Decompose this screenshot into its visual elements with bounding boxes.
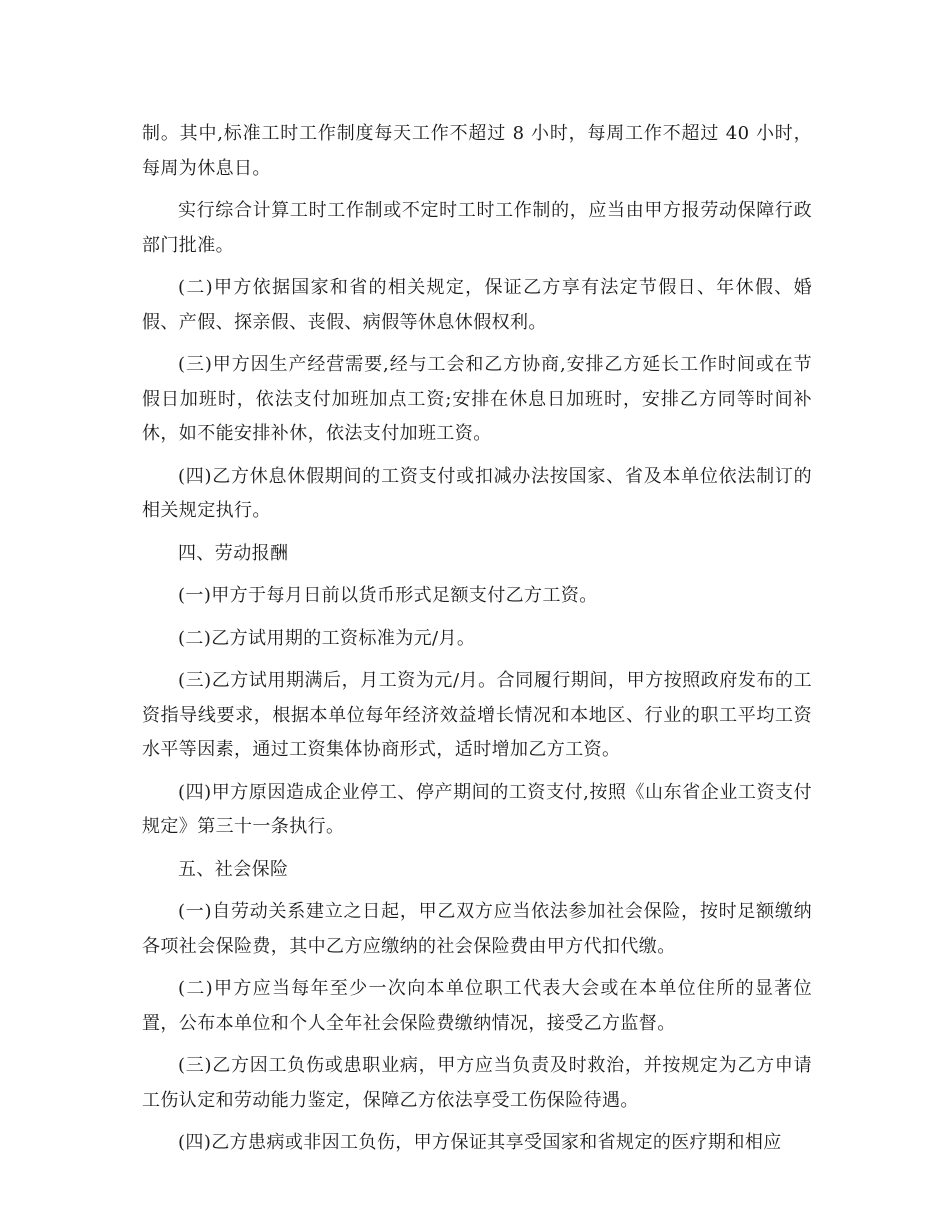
paragraph: (三)甲方因生产经营需要,经与工会和乙方协商,安排乙方延长工作时间或在节假日加班时，依法支付加班加点工资;安排在休息日加班时，安排乙方同等时间补休，如不能安排补休，依法支付加班工资。 bbox=[142, 354, 812, 444]
paragraph: 实行综合计算工时工作制或不定时工时工作制的，应当由甲方报劳动保障行政部门批准。 bbox=[142, 200, 812, 256]
paragraph: (三)乙方因工负伤或患职业病，甲方应当负责及时救治，并按规定为乙方申请工伤认定和劳动能力鉴定，保障乙方依法享受工伤保险待遇。 bbox=[142, 1055, 812, 1111]
paragraph: (四)乙方休息休假期间的工资支付或扣减办法按国家、省及本单位依法制订的相关规定执行。 bbox=[142, 465, 812, 521]
paragraph: (一)自劳动关系建立之日起，甲乙双方应当依法参加社会保险，按时足额缴纳各项社会保险费，其中乙方应缴纳的社会保险费由甲方代扣代缴。 bbox=[142, 901, 812, 957]
paragraph: (四)乙方患病或非因工负伤，甲方保证其享受国家和省规定的医疗期和相应 bbox=[178, 1132, 782, 1153]
section-heading: 四、劳动报酬 bbox=[178, 542, 289, 564]
paragraph: (二)乙方试用期的工资标准为元/月。 bbox=[178, 627, 476, 649]
paragraph: (一)甲方于每月日前以货币形式足额支付乙方工资。 bbox=[178, 585, 598, 606]
paragraph: (四)甲方原因造成企业停工、停产期间的工资支付,按照《山东省企业工资支付规定》第三十一条执行。 bbox=[142, 781, 812, 837]
section-heading: 五、社会保险 bbox=[178, 858, 289, 880]
paragraph: 制。其中,标准工时工作制度每天工作不超过 8 小时，每周工作不超过 40 小时，每周为休息日。 bbox=[142, 123, 812, 179]
paragraph: (三)乙方试用期满后，月工资为元/月。合同履行期间，甲方按照政府发布的工资指导线要求，根据本单位每年经济效益增长情况和本地区、行业的职工平均工资水平等因素，通过工资集体协商形式，适时增加乙方工资。 bbox=[142, 670, 812, 760]
paragraph: (二)甲方应当每年至少一次向本单位职工代表大会或在本单位住所的显著位置，公布本单位和个人全年社会保险费缴纳情况，接受乙方监督。 bbox=[142, 978, 812, 1034]
document-body bbox=[142, 117, 812, 1169]
paragraph: (二)甲方依据国家和省的相关规定，保证乙方享有法定节假日、年休假、婚假、产假、探亲假、丧假、病假等休息休假权利。 bbox=[142, 277, 812, 333]
